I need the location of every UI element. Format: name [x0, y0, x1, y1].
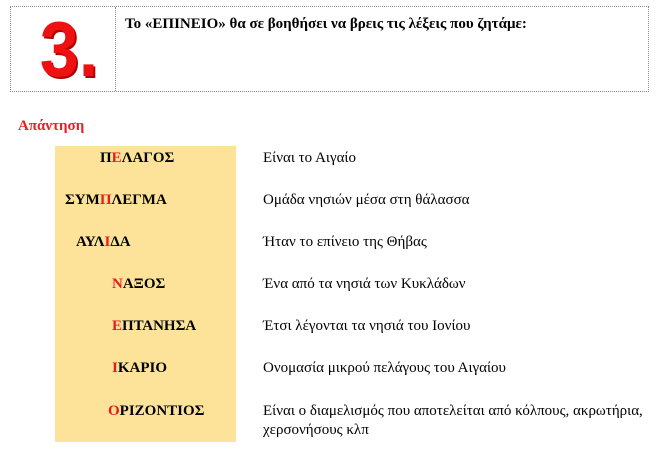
clue-text: Έτσι λέγονται τα νησιά του Ιονίου — [263, 318, 471, 334]
acrostic-letter: Ι — [112, 360, 118, 376]
acrostic-letter: Ν — [112, 276, 123, 292]
acrostic-letter: Ο — [108, 403, 120, 419]
exercise-instruction: Το «ΕΠΙΝΕΙΟ» θα σε βοηθήσει να βρεις τις λέξεις που ζητάμε: — [125, 16, 527, 32]
acrostic-letter: Ε — [111, 150, 122, 166]
acrostic-letter: Ι — [104, 234, 111, 250]
header-divider — [115, 7, 116, 91]
acrostic-letter: Π — [99, 192, 112, 208]
answer-word: ΕΠΤΑΝΗΣΑ — [112, 318, 197, 334]
exercise-header — [10, 6, 649, 92]
answer-heading: Απάντηση — [18, 118, 85, 134]
acrostic-letter: Ε — [112, 318, 123, 334]
clue-text: Είναι ο διαμελισμός που αποτελείται από κόλπους, ακρωτήρια, χερσονήσους κλπ — [263, 403, 643, 438]
clue-text: Ένα από τα νησιά των Κυκλάδων — [263, 276, 466, 292]
exercise-number: 3. — [39, 5, 99, 93]
answer-word: ΣΥΜΠΛΕΓΜΑ — [65, 192, 167, 208]
answer-word: ΟΡΙΖΟΝΤΙΟΣ — [108, 403, 205, 419]
clue-text: Είναι το Αιγαίο — [263, 150, 356, 166]
clue-text: Ονομασία μικρού πελάγους του Αιγαίου — [263, 360, 506, 376]
answer-word: ΝΑΞΟΣ — [112, 276, 166, 292]
answer-word: ΠΕΛΑΓΟΣ — [100, 150, 175, 166]
answer-word: ΑΥΛΙΔΑ — [76, 234, 131, 250]
clue-text: Ομάδα νησιών μέσα στη θάλασσα — [263, 192, 470, 208]
answer-word: ΙΚΑΡΙΟ — [112, 360, 168, 376]
clue-text: Ήταν το επίνειο της Θήβας — [263, 234, 427, 250]
